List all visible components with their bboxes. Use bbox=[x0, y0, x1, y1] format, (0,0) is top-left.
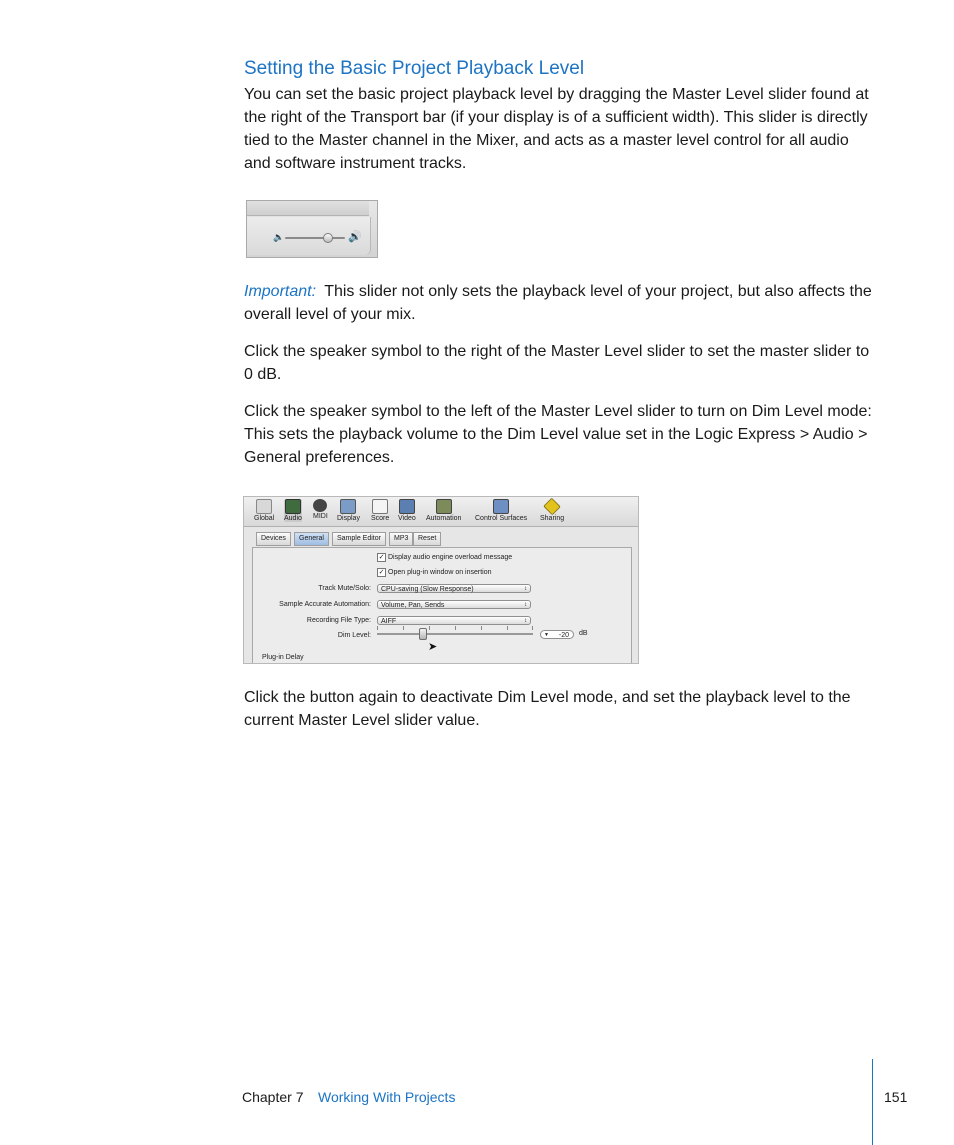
sample-accurate-automation-label: Sample Accurate Automation: bbox=[279, 601, 371, 608]
recording-file-type-popup[interactable] bbox=[377, 616, 531, 625]
dim-tick bbox=[507, 626, 508, 630]
popup-value: CPU-saving (Slow Response) bbox=[381, 586, 474, 593]
toolbar-video[interactable] bbox=[398, 499, 416, 522]
preferences-toolbar bbox=[244, 497, 638, 527]
popup-value: Volume, Pan, Sends bbox=[381, 602, 445, 609]
transport-master-level-image bbox=[246, 200, 378, 258]
control-surfaces-icon bbox=[493, 499, 509, 514]
toolbar-automation[interactable] bbox=[426, 499, 461, 522]
general-settings-panel bbox=[252, 547, 632, 664]
dim-tick bbox=[532, 626, 533, 630]
tab-reset[interactable]: Reset bbox=[413, 532, 441, 546]
toolbar-label: Global bbox=[254, 515, 275, 522]
dim-level-unit: dB bbox=[579, 630, 588, 637]
dim-level-label: Dim Level: bbox=[337, 632, 371, 639]
toolbar-sharing[interactable] bbox=[540, 499, 564, 522]
sample-accurate-automation-popup[interactable] bbox=[377, 600, 531, 609]
stepper-arrow-icon[interactable]: ▼ bbox=[544, 632, 549, 638]
speaker-right-paragraph: Click the speaker symbol to the right of the Master Level slider to set the master slider to 0 dB. bbox=[244, 343, 870, 383]
speaker-left-paragraph: Click the speaker symbol to the left of the Master Level slider to turn on Dim Level mode: This sets the playback volume to the Dim Level value set in the Logic Express > Audio > General preferences. bbox=[244, 403, 872, 466]
global-icon bbox=[256, 499, 272, 514]
speaker-low-icon[interactable]: 🔈 bbox=[273, 232, 285, 242]
overload-message-checkbox[interactable]: ✓ bbox=[378, 554, 385, 561]
toolbar-label: Video bbox=[398, 515, 416, 522]
track-mute-solo-popup[interactable] bbox=[377, 584, 531, 593]
toolbar-display[interactable] bbox=[337, 499, 360, 522]
dim-level-slider-knob[interactable] bbox=[419, 628, 427, 640]
page-number: 151 bbox=[884, 1089, 908, 1105]
dim-tick bbox=[377, 626, 378, 630]
sharing-icon bbox=[543, 498, 561, 516]
intro-paragraph: You can set the basic project playback level by dragging the Master Level slider found at the right of the Transport bar (if your display is of a sufficient width). This slider is directly tied to the Master channel in the Mixer, and acts as a master level control for all audio and software instrument tracks. bbox=[244, 86, 869, 172]
dim-tick bbox=[429, 626, 430, 630]
footer-chapter-title: Working With Projects bbox=[318, 1089, 456, 1105]
speaker-high-icon[interactable]: 🔊 bbox=[348, 231, 362, 243]
dim-level-value: -20 bbox=[558, 632, 569, 639]
popup-arrows-icon: ↕ bbox=[524, 586, 527, 592]
recording-file-type-label: Recording File Type: bbox=[306, 617, 371, 624]
toolbar-audio[interactable] bbox=[284, 499, 302, 522]
toolbar-label: Automation bbox=[426, 515, 462, 522]
important-text: This slider not only sets the playback level of your project, but also affects the overall level of your mix. bbox=[244, 283, 872, 323]
audio-general-preferences-image bbox=[243, 496, 639, 664]
master-level-slider-knob[interactable] bbox=[323, 233, 333, 243]
dim-tick bbox=[481, 626, 482, 630]
popup-arrows-icon: ↕ bbox=[524, 618, 527, 624]
toolbar-score[interactable] bbox=[371, 499, 389, 522]
tab-sample-editor[interactable]: Sample Editor bbox=[332, 532, 386, 546]
tab-devices[interactable]: Devices bbox=[256, 532, 291, 546]
dim-tick bbox=[403, 626, 404, 630]
tab-general[interactable]: General bbox=[294, 532, 329, 546]
display-icon bbox=[340, 499, 356, 514]
important-paragraph bbox=[244, 280, 876, 326]
dim-tick bbox=[455, 626, 456, 630]
toolbar-label: Audio bbox=[284, 515, 302, 522]
toolbar-label: MIDI bbox=[313, 513, 328, 520]
dim-level-slider[interactable] bbox=[377, 633, 533, 635]
popup-arrows-icon: ↕ bbox=[524, 602, 527, 608]
master-level-slider[interactable] bbox=[285, 237, 345, 239]
dim-level-field[interactable] bbox=[540, 630, 574, 639]
section-heading: Setting the Basic Project Playback Level bbox=[244, 58, 585, 79]
plugin-delay-section-label: Plug-in Delay bbox=[262, 654, 304, 661]
mouse-pointer-icon: ➤ bbox=[428, 641, 438, 653]
deactivate-paragraph: Click the button again to deactivate Dim Level mode, and set the playback level to the current Master Level slider value. bbox=[244, 689, 851, 729]
toolbar-label: Control Surfaces bbox=[475, 515, 528, 522]
popup-value: AIFF bbox=[381, 618, 397, 625]
important-label: Important: bbox=[244, 283, 317, 300]
score-icon bbox=[372, 499, 388, 514]
overload-message-label: Display audio engine overload message bbox=[388, 554, 513, 561]
toolbar-label: Sharing bbox=[540, 515, 565, 522]
audio-icon bbox=[285, 499, 301, 514]
track-mute-solo-label: Track Mute/Solo: bbox=[318, 585, 371, 592]
toolbar-global[interactable] bbox=[254, 499, 274, 522]
open-plugin-window-label: Open plug-in window on insertion bbox=[388, 569, 492, 576]
automation-icon bbox=[436, 499, 452, 514]
toolbar-label: Score bbox=[371, 515, 390, 522]
transport-top-bar bbox=[247, 201, 369, 216]
footer-divider bbox=[872, 1059, 873, 1145]
midi-icon bbox=[313, 499, 327, 512]
toolbar-label: Display bbox=[337, 515, 360, 522]
footer-chapter: Chapter 7 bbox=[242, 1089, 304, 1105]
video-icon bbox=[399, 499, 415, 514]
tab-mp3[interactable]: MP3 bbox=[389, 532, 413, 546]
toolbar-control-surfaces[interactable] bbox=[475, 499, 527, 522]
open-plugin-window-checkbox[interactable]: ✓ bbox=[378, 569, 385, 576]
toolbar-midi[interactable] bbox=[313, 499, 328, 520]
